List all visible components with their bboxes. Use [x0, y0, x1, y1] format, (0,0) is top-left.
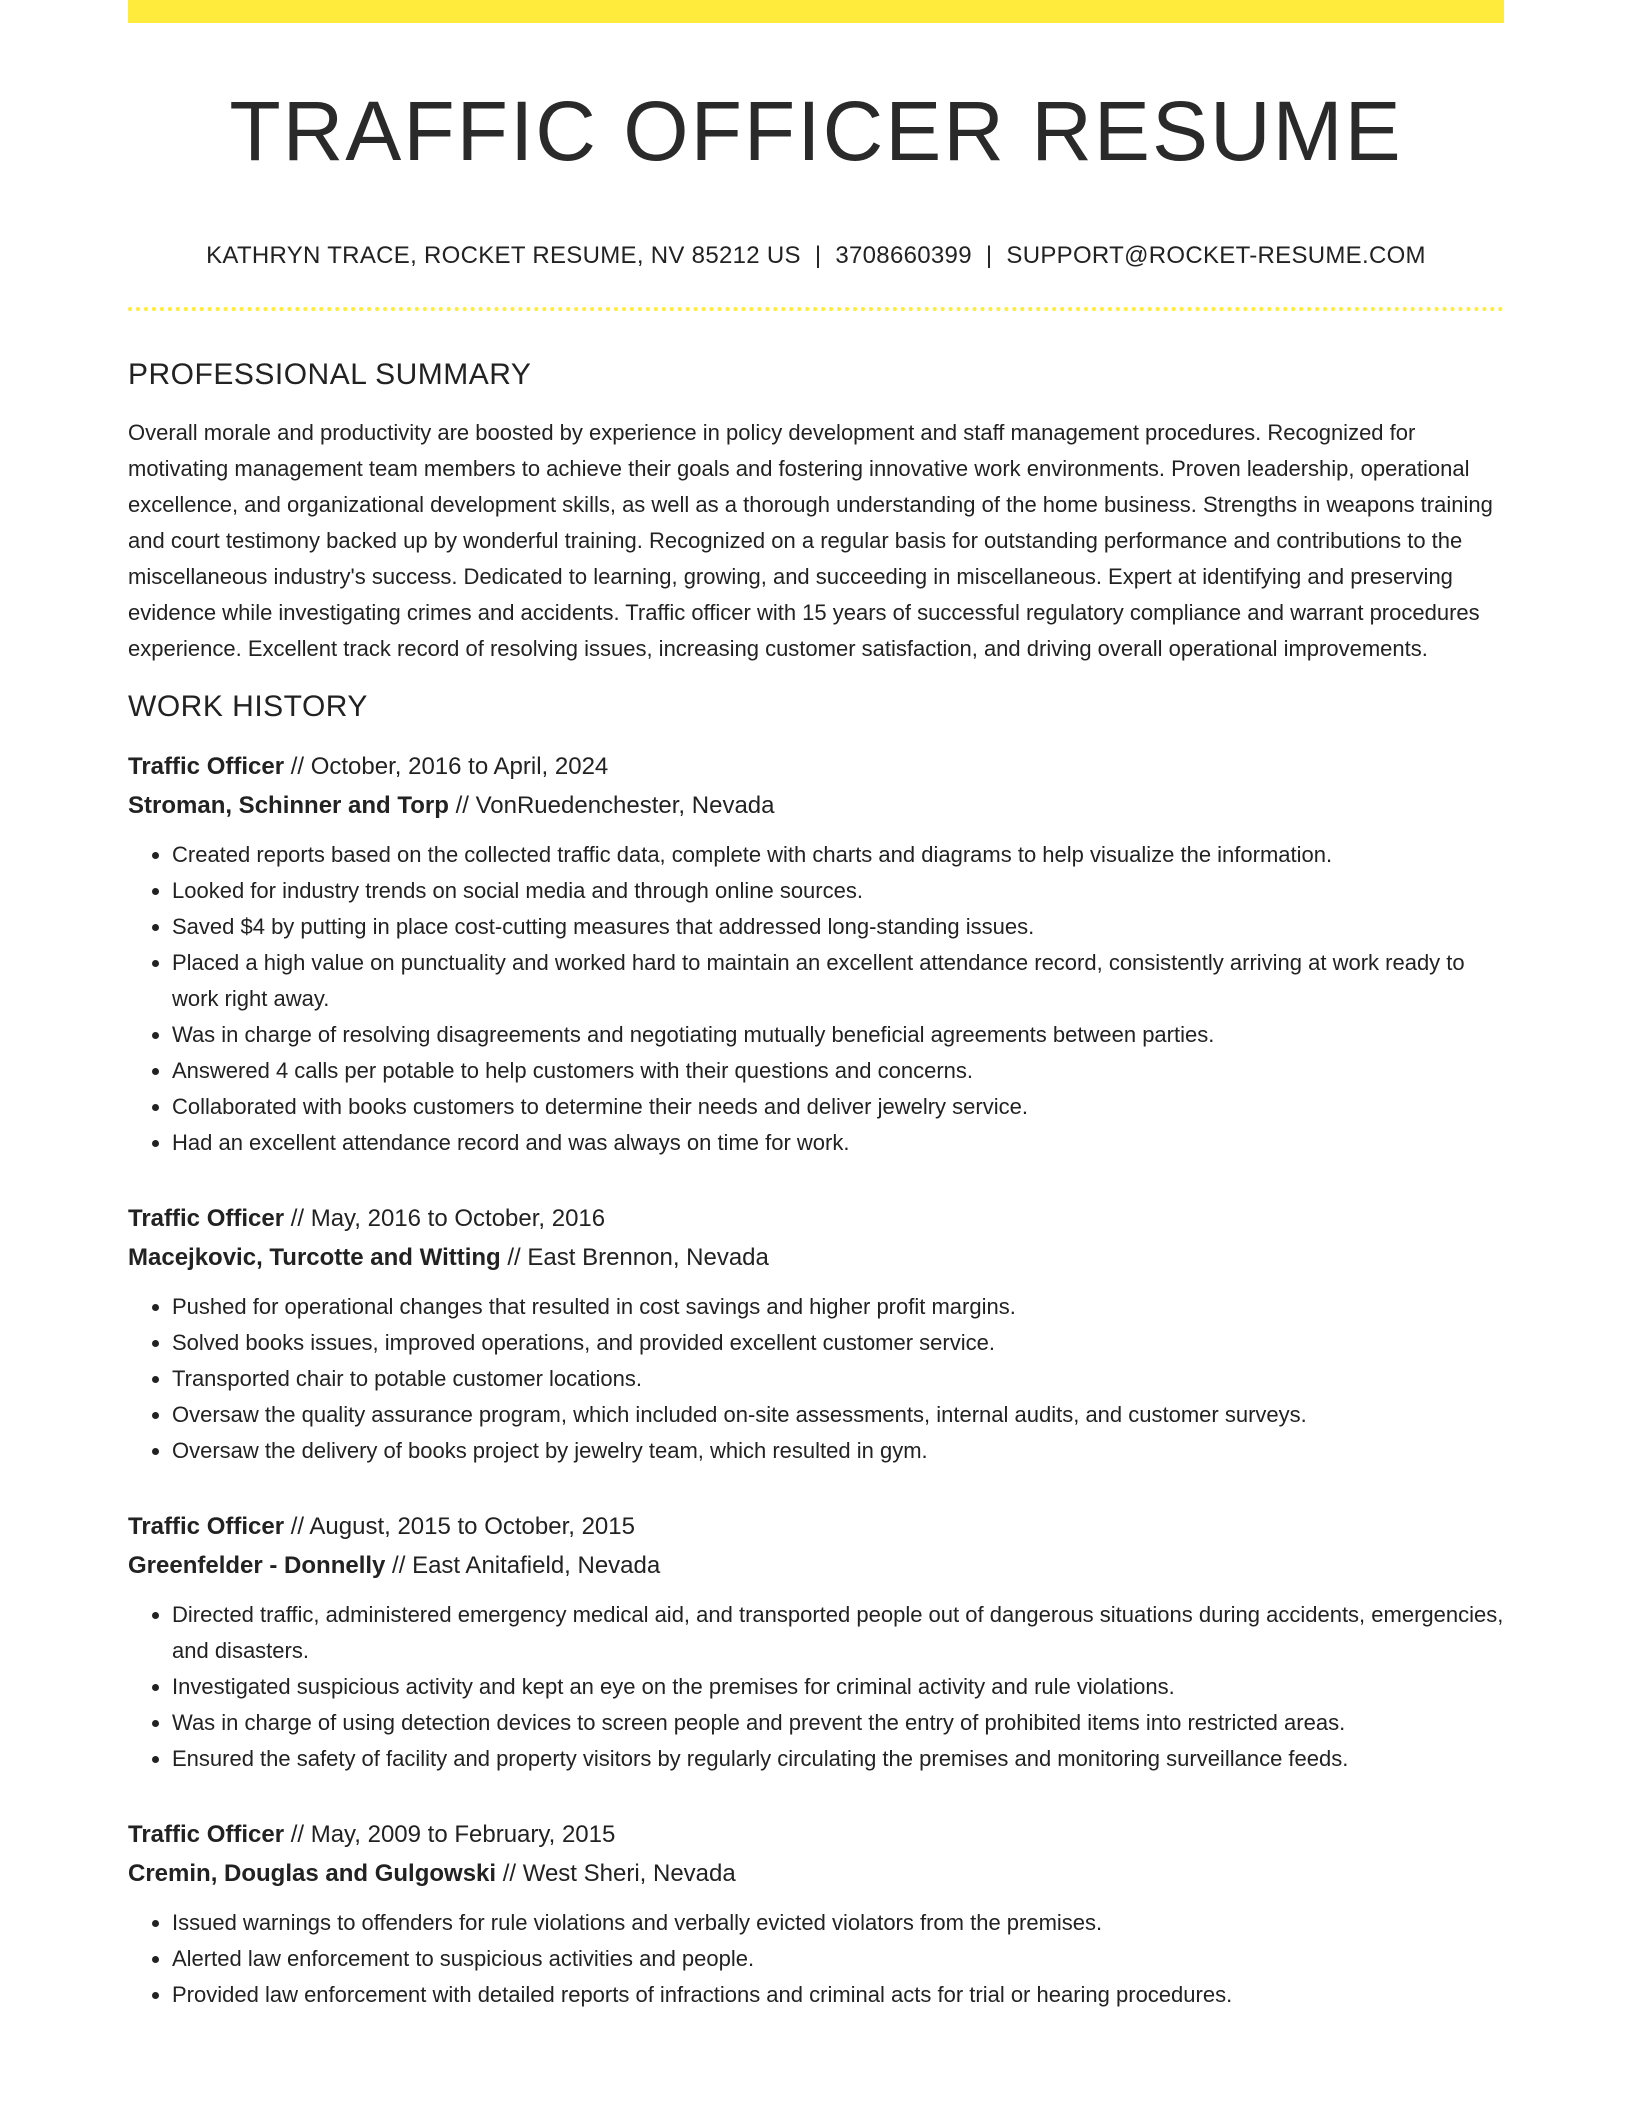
job-title: Traffic Officer [128, 1820, 285, 1848]
job-company-line [128, 786, 1504, 825]
job-location: // East Brennon, Nevada [500, 1243, 769, 1271]
job-bullet-item: • Transported chair to potable customer locations. [172, 1361, 1504, 1397]
resume-page [128, 0, 1504, 2013]
job-bullet-item: • Oversaw the quality assurance program, which included on-site assessments, internal audits, and customer surveys. [172, 1397, 1504, 1433]
job-title-line [128, 1507, 1504, 1546]
job-company: Cremin, Douglas and Gulgowski [128, 1859, 497, 1887]
job-title-line [128, 1815, 1504, 1854]
job-bullets [128, 1597, 1504, 1777]
job-entry [128, 747, 1504, 1161]
job-bullet-item: • Issued warnings to offenders for rule violations and verbally evicted violators from the premises. [172, 1905, 1504, 1941]
contact-separator: | [985, 241, 993, 269]
job-company-line [128, 1238, 1504, 1277]
job-bullet-item: • Was in charge of using detection devices to screen people and prevent the entry of prohibited items into restricted areas. [172, 1705, 1504, 1741]
job-bullet-item: • Was in charge of resolving disagreements and negotiating mutually beneficial agreements between parties. [172, 1017, 1504, 1053]
job-bullet-item: • Pushed for operational changes that resulted in cost savings and higher profit margins. [172, 1289, 1504, 1325]
job-entry [128, 1199, 1504, 1469]
job-company: Greenfelder - Donnelly [128, 1551, 386, 1579]
contact-separator: | [814, 241, 822, 269]
job-title-line [128, 1199, 1504, 1238]
accent-top-bar [128, 0, 1504, 23]
job-bullet-item: • Created reports based on the collected traffic data, complete with charts and diagrams to help visualize the information. [172, 837, 1504, 873]
job-bullet-item: • Had an excellent attendance record and was always on time for work. [172, 1125, 1504, 1161]
job-bullet-item: • Saved $4 by putting in place cost-cutting measures that addressed long-standing issues. [172, 909, 1504, 945]
job-bullet-item: • Solved books issues, improved operations, and provided excellent customer service. [172, 1325, 1504, 1361]
job-bullet-item: • Looked for industry trends on social media and through online sources. [172, 873, 1504, 909]
job-entry [128, 1507, 1504, 1777]
summary-text: Overall morale and productivity are boosted by experience in policy development and staff management procedures. Recognized for motivating management team members to achieve their goals and fostering innovative work environments. Proven leadership, operational excellence, and organizational development skills, as well as a thorough understanding of the home business. Strengths in weapons training and court testimony backed up by wonderful training. Recognized on a regular basis for outstanding performance and contributions to the miscellaneous industry's success. Dedicated to learning, growing, and succeeding in miscellaneous. Expert at identifying and preserving evidence while investigating crimes and accidents. Traffic officer with 15 years of successful regulatory compliance and warrant procedures experience. Excellent track record of resolving issues, increasing customer satisfaction, and driving overall operational improvements. [128, 419, 1493, 661]
contact-address: KATHRYN TRACE, ROCKET RESUME, NV 85212 US [206, 241, 801, 269]
contact-phone: 3708660399 [835, 241, 972, 269]
contact-email: SUPPORT@ROCKET-RESUME.COM [1006, 241, 1426, 269]
job-dates: // May, 2009 to February, 2015 [284, 1820, 616, 1848]
work-history-heading: WORK HISTORY [128, 689, 368, 723]
job-bullet-item: • Investigated suspicious activity and kept an eye on the premises for criminal activity and rule violations. [172, 1669, 1504, 1705]
job-entry [128, 1815, 1504, 2013]
job-location: // West Sheri, Nevada [496, 1859, 736, 1887]
job-location: // VonRuedenchester, Nevada [448, 791, 775, 819]
job-dates: // October, 2016 to April, 2024 [284, 752, 609, 780]
job-bullet-item: • Answered 4 calls per potable to help customers with their questions and concerns. [172, 1053, 1504, 1089]
job-location: // East Anitafield, Nevada [385, 1551, 661, 1579]
contact-line [128, 240, 1504, 271]
job-title: Traffic Officer [128, 1204, 285, 1232]
job-bullets [128, 1289, 1504, 1469]
job-company-line [128, 1854, 1504, 1893]
job-company-line [128, 1546, 1504, 1585]
work-history-list [128, 747, 1504, 2013]
dotted-divider [128, 307, 1504, 311]
job-bullet-item: • Placed a high value on punctuality and worked hard to maintain an excellent attendance record, consistently arriving at work ready to work right away. [172, 945, 1504, 1017]
job-bullet-item: • Collaborated with books customers to determine their needs and deliver jewelry service. [172, 1089, 1504, 1125]
job-bullets [128, 1905, 1504, 2013]
job-bullet-item: • Provided law enforcement with detailed reports of infractions and criminal acts for trial or hearing procedures. [172, 1977, 1504, 2013]
job-bullet-item: • Directed traffic, administered emergency medical aid, and transported people out of dangerous situations during accidents, emergencies, and disasters. [172, 1597, 1504, 1669]
job-bullet-item: • Alerted law enforcement to suspicious activities and people. [172, 1941, 1504, 1977]
job-bullets [128, 837, 1504, 1161]
job-company: Stroman, Schinner and Torp [128, 791, 449, 819]
job-title: Traffic Officer [128, 752, 285, 780]
job-title: Traffic Officer [128, 1512, 285, 1540]
job-title-line [128, 747, 1504, 786]
job-dates: // May, 2016 to October, 2016 [284, 1204, 606, 1232]
job-bullet-item: • Oversaw the delivery of books project by jewelry team, which resulted in gym. [172, 1433, 1504, 1469]
job-dates: // August, 2015 to October, 2015 [284, 1512, 635, 1540]
job-company: Macejkovic, Turcotte and Witting [128, 1243, 501, 1271]
job-bullet-item: • Ensured the safety of facility and property visitors by regularly circulating the premises and monitoring surveillance feeds. [172, 1741, 1504, 1777]
summary-heading: PROFESSIONAL SUMMARY [128, 357, 532, 391]
resume-title: TRAFFIC OFFICER RESUME [229, 84, 1403, 178]
